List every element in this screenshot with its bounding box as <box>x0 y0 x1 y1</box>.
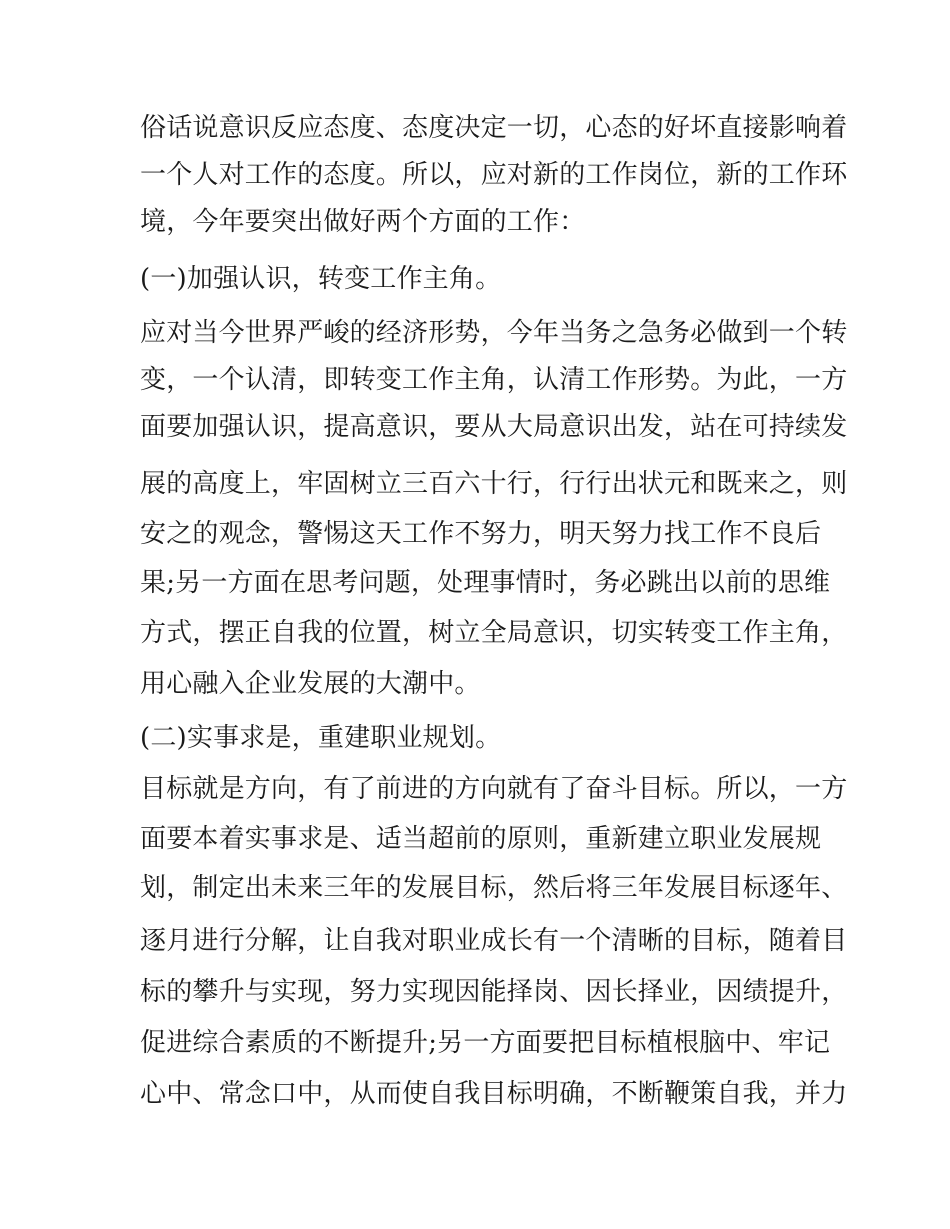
section-heading-1: (一)加强认识，转变工作主角。 <box>140 264 502 294</box>
text-line-11: 方式，摆正自我的位置，树立全局意识，切实转变工作主角， <box>140 618 848 648</box>
text-line-12: 用心融入企业发展的大潮中。 <box>140 669 481 699</box>
text-line-3: 境，今年要突出做好两个方面的工作： <box>140 207 586 237</box>
text-line-20: 心中、常念口中，从而使自我目标明确，不断鞭策自我，并力 <box>140 1079 848 1109</box>
text-line-9: 安之的观念，警惕这天工作不努力，明天努力找工作不良后 <box>140 519 822 549</box>
text-line-10: 果;另一方面在思考问题，处理事情时，务必跳出以前的思维 <box>140 568 831 598</box>
text-line-5: 应对当今世界严峻的经济形势，今年当务之急务必做到一个转 <box>140 318 848 348</box>
text-line-15: 面要本着实事求是、适当超前的原则，重新建立职业发展规 <box>140 824 822 854</box>
text-line-18: 标的攀升与实现，努力实现因能择岗、因长择业，因绩提升， <box>140 977 848 1007</box>
text-line-16: 划，制定出未来三年的发展目标，然后将三年发展目标逐年、 <box>140 873 848 903</box>
text-line-8: 展的高度上，牢固树立三百六十行，行行出状元和既来之，则 <box>140 469 848 499</box>
text-line-6: 变，一个认清，即转变工作主角，认清工作形势。为此，一方 <box>140 365 848 395</box>
text-line-14: 目标就是方向，有了前进的方向就有了奋斗目标。所以，一方 <box>140 774 848 804</box>
text-line-2: 一个人对工作的态度。所以，应对新的工作岗位，新的工作环 <box>140 160 848 190</box>
text-line-17: 逐月进行分解，让自我对职业成长有一个清晰的目标，随着目 <box>140 926 848 956</box>
text-line-7: 面要加强认识，提高意识，要从大局意识出发，站在可持续发 <box>140 412 848 442</box>
text-line-19: 促进综合素质的不断提升;另一方面要把目标植根脑中、牢记 <box>140 1028 831 1058</box>
text-line-1: 俗话说意识反应态度、态度决定一切，心态的好坏直接影响着 <box>140 113 848 143</box>
section-heading-2: (二)实事求是，重建职业规划。 <box>140 723 502 753</box>
